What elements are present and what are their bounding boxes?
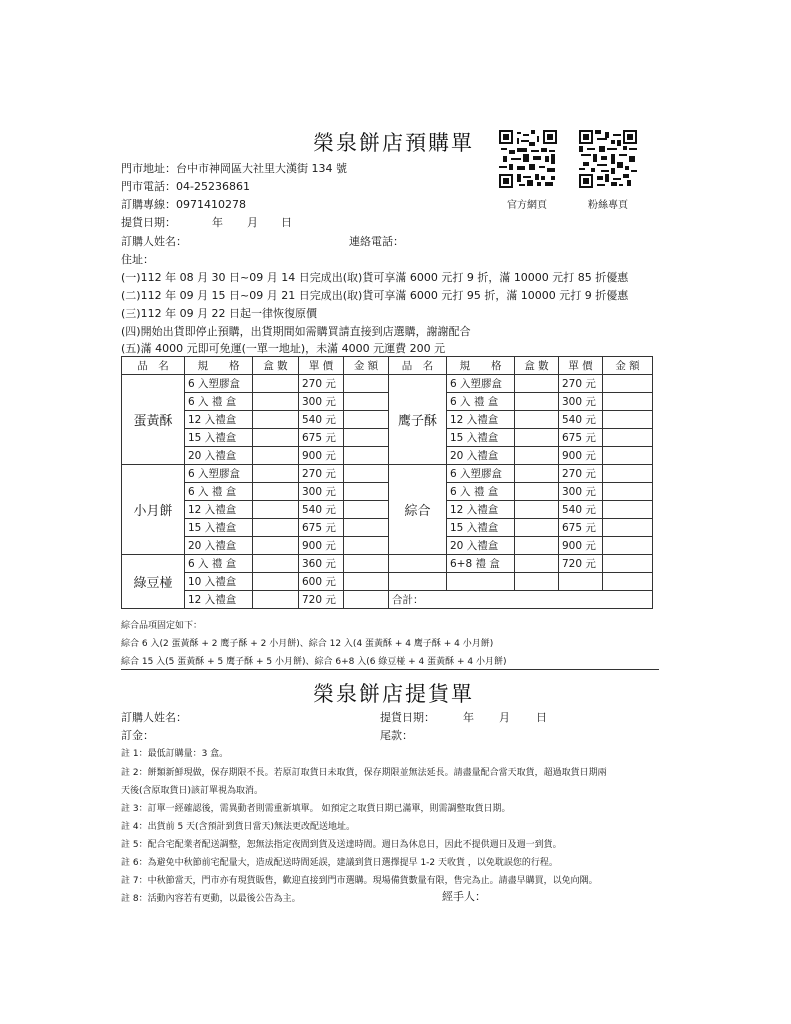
pickup-form-title: 榮泉餅店提貨單 xyxy=(313,682,474,706)
box-count-cell[interactable] xyxy=(253,393,299,411)
amount-cell[interactable] xyxy=(603,519,653,537)
unit-price-cell: 675 元 xyxy=(299,429,344,447)
table-row xyxy=(122,465,653,483)
spec-cell: 15 入禮盒 xyxy=(447,429,515,447)
unit-price-cell: 675 元 xyxy=(559,429,603,447)
box-count-cell[interactable] xyxy=(253,591,299,609)
pickup-date-label: 提貨日期： xyxy=(380,711,435,724)
header-unit-price: 單 價 xyxy=(299,357,344,375)
spec-cell: 12 入禮盒 xyxy=(185,411,253,429)
amount-cell[interactable] xyxy=(603,555,653,573)
amount-cell[interactable] xyxy=(603,483,653,501)
table-row xyxy=(122,483,653,501)
spec-cell: 6 入塑膠盒 xyxy=(185,465,253,483)
spec-cell: 20 入禮盒 xyxy=(447,447,515,465)
pickup-note-7: 註 7：中秋節當天，門市亦有現貨販售，歡迎直接到門市選購。現場備貨數量有限，售完為止。請盡早購買，以免向隅。 xyxy=(121,876,598,886)
unit-price-cell xyxy=(559,573,603,591)
combo-note-heading: 綜合品項固定如下： xyxy=(121,621,203,631)
unit-price-cell: 900 元 xyxy=(299,447,344,465)
spec-cell: 6 入 禮 盒 xyxy=(185,555,253,573)
amount-cell[interactable] xyxy=(603,573,653,591)
total-cell[interactable]: 合計： xyxy=(389,591,653,609)
product-name: 小月餅 xyxy=(122,465,185,555)
unit-price-cell: 270 元 xyxy=(299,375,344,393)
spec-cell xyxy=(447,573,515,591)
amount-cell[interactable] xyxy=(603,393,653,411)
header-spec: 規 格 xyxy=(447,357,515,375)
pickup-day-label: 日 xyxy=(536,711,547,724)
address-label: 住址： xyxy=(121,253,154,266)
unit-price-cell: 270 元 xyxy=(559,375,603,393)
unit-price-cell: 360 元 xyxy=(299,555,344,573)
unit-price-cell: 300 元 xyxy=(559,393,603,411)
box-count-cell[interactable] xyxy=(515,393,559,411)
pickup-note-4: 註 4：出貨前 5 天(含預計到貨日當天)無法更改配送地址。 xyxy=(121,822,356,832)
spec-cell: 15 入禮盒 xyxy=(185,519,253,537)
spec-cell: 12 入禮盒 xyxy=(447,411,515,429)
unit-price-cell: 300 元 xyxy=(299,483,344,501)
amount-cell[interactable] xyxy=(603,429,653,447)
header-box-count: 盒 數 xyxy=(515,357,559,375)
unit-price-cell: 675 元 xyxy=(559,519,603,537)
store-phone: 門市電話：04-25236861 xyxy=(121,180,250,193)
spec-cell: 6 入 禮 盒 xyxy=(447,393,515,411)
amount-cell[interactable] xyxy=(603,537,653,555)
pickup-note-3: 註 3：訂單一經確認後，需異動者則需重新填單。 如預定之取貨日期已滿單，則需調整取貨日期。 xyxy=(121,804,511,814)
header-product-name: 品 名 xyxy=(122,357,185,375)
pickup-month-label: 月 xyxy=(499,711,510,724)
amount-cell[interactable] xyxy=(344,375,389,393)
amount-cell[interactable] xyxy=(603,501,653,519)
order-form-title: 榮泉餅店預購單 xyxy=(313,131,474,155)
pickup-date-label: 提貨日期： xyxy=(121,216,176,229)
notice-1: (一)112 年 08 月 30 日~09 月 14 日完成出(取)貨可享滿 6000 元打 9 折，滿 10000 元打 85 折優惠 xyxy=(121,271,629,284)
box-count-cell[interactable] xyxy=(253,411,299,429)
qr-fan-page-label: 粉絲專頁 xyxy=(588,200,628,211)
header-spec: 規 格 xyxy=(185,357,253,375)
deposit-label: 訂金： xyxy=(121,729,154,742)
box-count-cell[interactable] xyxy=(253,537,299,555)
table-row xyxy=(122,447,653,465)
unit-price-cell: 540 元 xyxy=(559,411,603,429)
spec-cell: 20 入禮盒 xyxy=(185,537,253,555)
amount-cell[interactable] xyxy=(344,465,389,483)
unit-price-cell: 600 元 xyxy=(299,573,344,591)
box-count-cell[interactable] xyxy=(515,375,559,393)
header-box-count: 盒 數 xyxy=(253,357,299,375)
pickup-note-5: 註 5：配合宅配業者配送調整，恕無法指定夜間到貨及送達時間。週日為休息日，因此不提供週日及週一到貨。 xyxy=(121,840,562,850)
table-row xyxy=(122,501,653,519)
pickup-note-1: 註 1：最低訂購量：3 盒。 xyxy=(121,749,229,759)
spec-cell: 15 入禮盒 xyxy=(447,519,515,537)
unit-price-cell: 900 元 xyxy=(559,537,603,555)
amount-cell[interactable] xyxy=(344,501,389,519)
amount-cell[interactable] xyxy=(344,591,389,609)
box-count-cell[interactable] xyxy=(253,429,299,447)
header-unit-price: 單 價 xyxy=(559,357,603,375)
amount-cell[interactable] xyxy=(344,393,389,411)
unit-price-cell: 720 元 xyxy=(559,555,603,573)
pickup-year-label: 年 xyxy=(463,711,474,724)
box-count-cell[interactable] xyxy=(253,483,299,501)
store-address: 門市地址：台中市神岡區大社里大漢街 134 號 xyxy=(121,162,347,175)
table-row xyxy=(122,537,653,555)
product-name-empty xyxy=(389,573,447,591)
product-name: 綠豆椪 xyxy=(122,555,185,609)
notice-2: (二)112 年 09 月 15 日~09 月 21 日完成出(取)貨可享滿 6000 元打 95 折，滿 10000 元打 9 折優惠 xyxy=(121,289,629,302)
box-count-cell[interactable] xyxy=(253,555,299,573)
unit-price-cell: 270 元 xyxy=(299,465,344,483)
box-count-cell[interactable] xyxy=(515,465,559,483)
box-count-cell[interactable] xyxy=(253,573,299,591)
header-product-name: 品 名 xyxy=(389,357,447,375)
box-count-cell[interactable] xyxy=(253,519,299,537)
product-name: 蛋黃酥 xyxy=(122,375,185,465)
table-row xyxy=(122,519,653,537)
spec-cell: 12 入禮盒 xyxy=(447,501,515,519)
pickup-note-2: 註 2：餅類新鮮現做，保存期限不長。若原訂取貨日未取貨，保存期限並無法延長。請盡量配合當天取貨，超過取貨日期兩 xyxy=(121,768,607,778)
qr-official-website-label: 官方網頁 xyxy=(507,200,547,211)
unit-price-cell: 270 元 xyxy=(559,465,603,483)
spec-cell: 20 入禮盒 xyxy=(447,537,515,555)
product-name: 鹰子酥 xyxy=(389,375,447,465)
combo-note-2: 綜合 15 入(5 蛋黃酥 + 5 鹰子酥 + 5 小月餅)、綜合 6+8 入(6 綠豆椪 + 4 蛋黃酥 + 4 小月餅) xyxy=(121,657,507,667)
spec-cell: 6 入 禮 盒 xyxy=(185,393,253,411)
amount-cell[interactable] xyxy=(344,537,389,555)
pickup-month-label: 月 xyxy=(247,216,258,229)
table-row xyxy=(122,591,653,609)
notice-4: (四)開始出貨即停止預購，出貨期間如需購買請直接到店選購，謝謝配合 xyxy=(121,325,471,338)
box-count-cell[interactable] xyxy=(515,411,559,429)
table-header-row xyxy=(122,357,653,375)
amount-cell[interactable] xyxy=(603,375,653,393)
box-count-cell[interactable] xyxy=(253,375,299,393)
balance-label: 尾款： xyxy=(380,729,413,742)
unit-price-cell: 900 元 xyxy=(559,447,603,465)
unit-price-cell: 300 元 xyxy=(559,483,603,501)
spec-cell: 6 入塑膠盒 xyxy=(447,465,515,483)
amount-cell[interactable] xyxy=(603,465,653,483)
unit-price-cell: 300 元 xyxy=(299,393,344,411)
amount-cell[interactable] xyxy=(344,555,389,573)
table-row xyxy=(122,555,653,573)
box-count-cell[interactable] xyxy=(253,501,299,519)
unit-price-cell: 540 元 xyxy=(299,501,344,519)
table-row xyxy=(122,375,653,393)
box-count-cell[interactable] xyxy=(515,573,559,591)
pickup-note-8: 註 8：活動內容若有更動，以最後公告為主。 xyxy=(121,894,301,904)
qr-code-icon xyxy=(579,130,637,188)
order-hotline: 訂購專線：0971410278 xyxy=(121,198,246,211)
order-table xyxy=(121,356,653,609)
pickup-note-2-cont: 天後(含原取貨日)該訂單視為取消。 xyxy=(121,786,264,796)
table-row xyxy=(122,429,653,447)
pickup-note-6: 註 6：為避免中秋節前宅配量大，造成配送時間延誤，建議到貨日選擇提早 1-2 天收貨 ，以免耽誤您的行程。 xyxy=(121,858,558,868)
spec-cell: 20 入禮盒 xyxy=(185,447,253,465)
unit-price-cell: 720 元 xyxy=(299,591,344,609)
notice-3: (三)112 年 09 月 22 日起一律恢復原價 xyxy=(121,307,318,320)
spec-cell: 12 入禮盒 xyxy=(185,501,253,519)
spec-cell: 6 入塑膠盒 xyxy=(447,375,515,393)
unit-price-cell: 675 元 xyxy=(299,519,344,537)
table-row xyxy=(122,393,653,411)
spec-cell: 10 入禮盒 xyxy=(185,573,253,591)
contact-phone-label: 連絡電話： xyxy=(349,235,404,248)
unit-price-cell: 540 元 xyxy=(559,501,603,519)
amount-cell[interactable] xyxy=(344,447,389,465)
table-row xyxy=(122,573,653,591)
box-count-cell[interactable] xyxy=(253,465,299,483)
spec-cell: 6 入塑膠盒 xyxy=(185,375,253,393)
section-divider xyxy=(121,669,659,670)
unit-price-cell: 900 元 xyxy=(299,537,344,555)
box-count-cell[interactable] xyxy=(515,555,559,573)
box-count-cell[interactable] xyxy=(253,447,299,465)
combo-note-1: 綜合 6 入(2 蛋黃酥 + 2 鹰子酥 + 2 小月餅)、綜合 12 入(4 蛋黃酥 + 4 鹰子酥 + 4 小月餅) xyxy=(121,639,494,649)
box-count-cell[interactable] xyxy=(515,537,559,555)
amount-cell[interactable] xyxy=(344,519,389,537)
table-row xyxy=(122,411,653,429)
unit-price-cell: 540 元 xyxy=(299,411,344,429)
product-name: 綜合 xyxy=(389,465,447,555)
buyer-name-label: 訂購人姓名： xyxy=(121,235,187,248)
spec-cell: 15 入禮盒 xyxy=(185,429,253,447)
amount-cell[interactable] xyxy=(344,411,389,429)
amount-cell[interactable] xyxy=(344,429,389,447)
pickup-day-label: 日 xyxy=(281,216,292,229)
amount-cell[interactable] xyxy=(603,411,653,429)
spec-cell: 12 入禮盒 xyxy=(185,591,253,609)
pickup-buyer-name-label: 訂購人姓名： xyxy=(121,711,187,724)
box-count-cell[interactable] xyxy=(515,519,559,537)
box-count-cell[interactable] xyxy=(515,483,559,501)
product-name-empty xyxy=(389,555,447,573)
amount-cell[interactable] xyxy=(344,573,389,591)
spec-cell: 6 入 禮 盒 xyxy=(185,483,253,501)
header-amount: 金 額 xyxy=(603,357,653,375)
amount-cell[interactable] xyxy=(603,447,653,465)
notice-5: (五)滿 4000 元即可免運(一單一地址)，未滿 4000 元運費 200 元 xyxy=(121,342,446,355)
amount-cell[interactable] xyxy=(344,483,389,501)
box-count-cell[interactable] xyxy=(515,447,559,465)
handler-label: 經手人： xyxy=(442,890,486,903)
box-count-cell[interactable] xyxy=(515,429,559,447)
pickup-year-label: 年 xyxy=(212,216,223,229)
box-count-cell[interactable] xyxy=(515,501,559,519)
qr-code-icon xyxy=(499,130,557,188)
header-amount: 金 額 xyxy=(344,357,389,375)
spec-cell: 6 入 禮 盒 xyxy=(447,483,515,501)
spec-cell: 6+8 禮 盒 xyxy=(447,555,515,573)
